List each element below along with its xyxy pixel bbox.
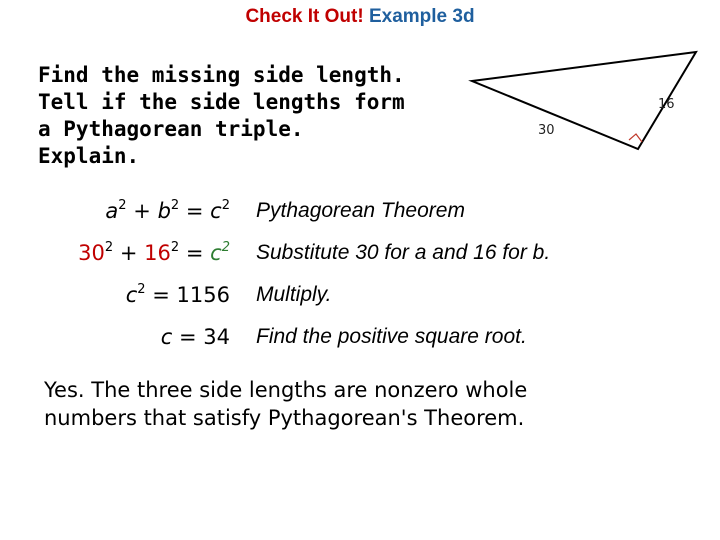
answer-text [44, 376, 684, 432]
prompt-line: Tell if the side lengths form [38, 90, 405, 114]
prompt-line: Find the missing side length. [38, 63, 405, 87]
prompt-line: Explain. [38, 144, 140, 168]
equation-step-1: $a^2 + b^2 = c^2$ [105, 198, 230, 223]
side-label-30: 30 [538, 123, 555, 138]
problem-prompt [38, 62, 458, 170]
side-label-16: 16 [658, 97, 675, 112]
right-triangle-figure [460, 44, 700, 164]
title-example: Example 3d [368, 6, 475, 27]
answer-line: Yes. The three side lengths are nonzero whole [44, 378, 528, 402]
explanation-step-1: Pythagorean Theorem [256, 199, 465, 222]
explanation-step-4: Find the positive square root. [256, 325, 527, 348]
right-angle-marker [629, 134, 642, 142]
equation-step-4: c = 34 [160, 325, 230, 349]
title-check-it-out: Check It Out! [245, 6, 364, 27]
explanation-step-2: Substitute 30 for a and 16 for b. [256, 241, 551, 264]
explanation-step-3: Multiply. [256, 283, 332, 306]
slide-title [0, 6, 720, 28]
answer-line: numbers that satisfy Pythagorean's Theorem. [44, 406, 525, 430]
prompt-line: a Pythagorean triple. [38, 117, 304, 141]
equation-step-2: $30^2 + 16^2 = c^2$ [78, 240, 230, 265]
equation-step-3: $c^2 = 1156$ [125, 282, 230, 307]
